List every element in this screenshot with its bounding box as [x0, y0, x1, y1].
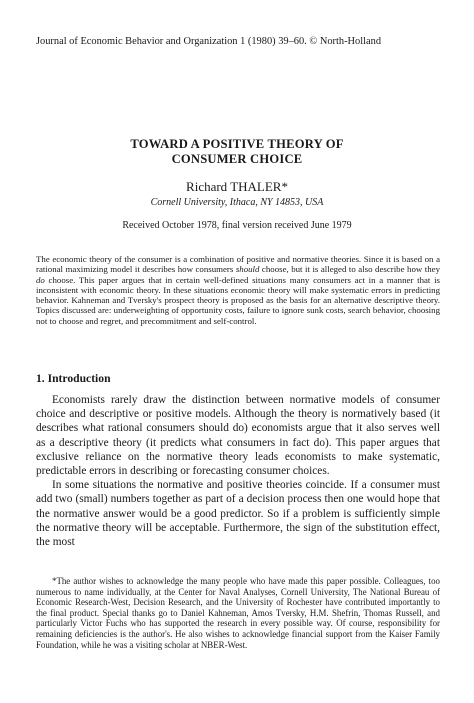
journal-citation: Journal of Economic Behavior and Organization 1 (1980) 39–60. © North-Holland [36, 36, 382, 47]
abstract-text: The economic theory of the consumer is a combination of positive and normative theories. Since it is based on a rational maximizing model it describes how consumers [36, 254, 440, 275]
body-paragraph-1: Economists rarely draw the distinction between normative models of consumer choice and descriptive or positive models. Although the theory is normatively based (it describes what rational consumers should do) economists argue that it also serves well as a descriptive theory (it predicts what consumers in fact do). This paper argues that exclusive reliance on the normative theory leads economists to make systematic, predictable errors in describing or forecasting consumer choices. [36, 394, 440, 478]
author-name: Richard THALER* [186, 179, 288, 194]
author-affiliation: Cornell University, Ithaca, NY 14853, USA [150, 197, 324, 208]
paper-title-line-1: TOWARD A POSITIVE THEORY OF [130, 137, 344, 151]
footnote: *The author wishes to acknowledge the many people who have made this paper possible. Colleagues, too numerous to name individually, at the Center for Naval Analyses, Cornell University, The National Bureau of Economic Research-West, Decision Research, and the University of Rochester have contributed importantly to the final product. Special thanks go to Daniel Kahneman, Amos Tversky, H.M. Shefrin, Thomas Russell, and particularly Victor Fuchs who has supported the research in every possible way. Of course, responsibility for remaining deficiencies is the author's. He also wishes to acknowledge financial support from the Kaiser Family Foundation, while he was a visiting scholar at NBER-West. [36, 576, 440, 650]
abstract-text: choose, but it is alleged to also describe how they [259, 264, 440, 275]
paper-title-line-2: CONSUMER CHOICE [171, 152, 303, 166]
received-date: Received October 1978, final version received June 1979 [122, 220, 352, 231]
body-paragraph-2: In some situations the normative and positive theories coincide. If a consumer must add two (small) numbers together as part of a decision process then one would hope that the normative answer would be a good predictor. So if a problem is sufficiently simple the normative theory will be acceptable. Furthermore, the sign of the substitution effect, the most [36, 479, 440, 549]
section-heading: 1. Introduction [36, 372, 111, 385]
abstract-text: choose. This paper argues that in certain well-defined situations many consumers act in a manner that is inconsistent with economic theory. In these situations economic theory will make systematic errors in predicting behavior. Kahneman and Tversky's prospect theory is proposed as the basis for an alternative descriptive theory. Topics discussed are: underweighting of opportunity costs, failure to ignore sunk costs, search behavior, choosing not to choose and regret, and precommitment and self-control. [36, 274, 440, 326]
body-text [36, 393, 440, 549]
abstract-emphasis-do: do [36, 274, 45, 285]
abstract-emphasis-should: should [235, 264, 260, 275]
abstract [36, 254, 440, 326]
